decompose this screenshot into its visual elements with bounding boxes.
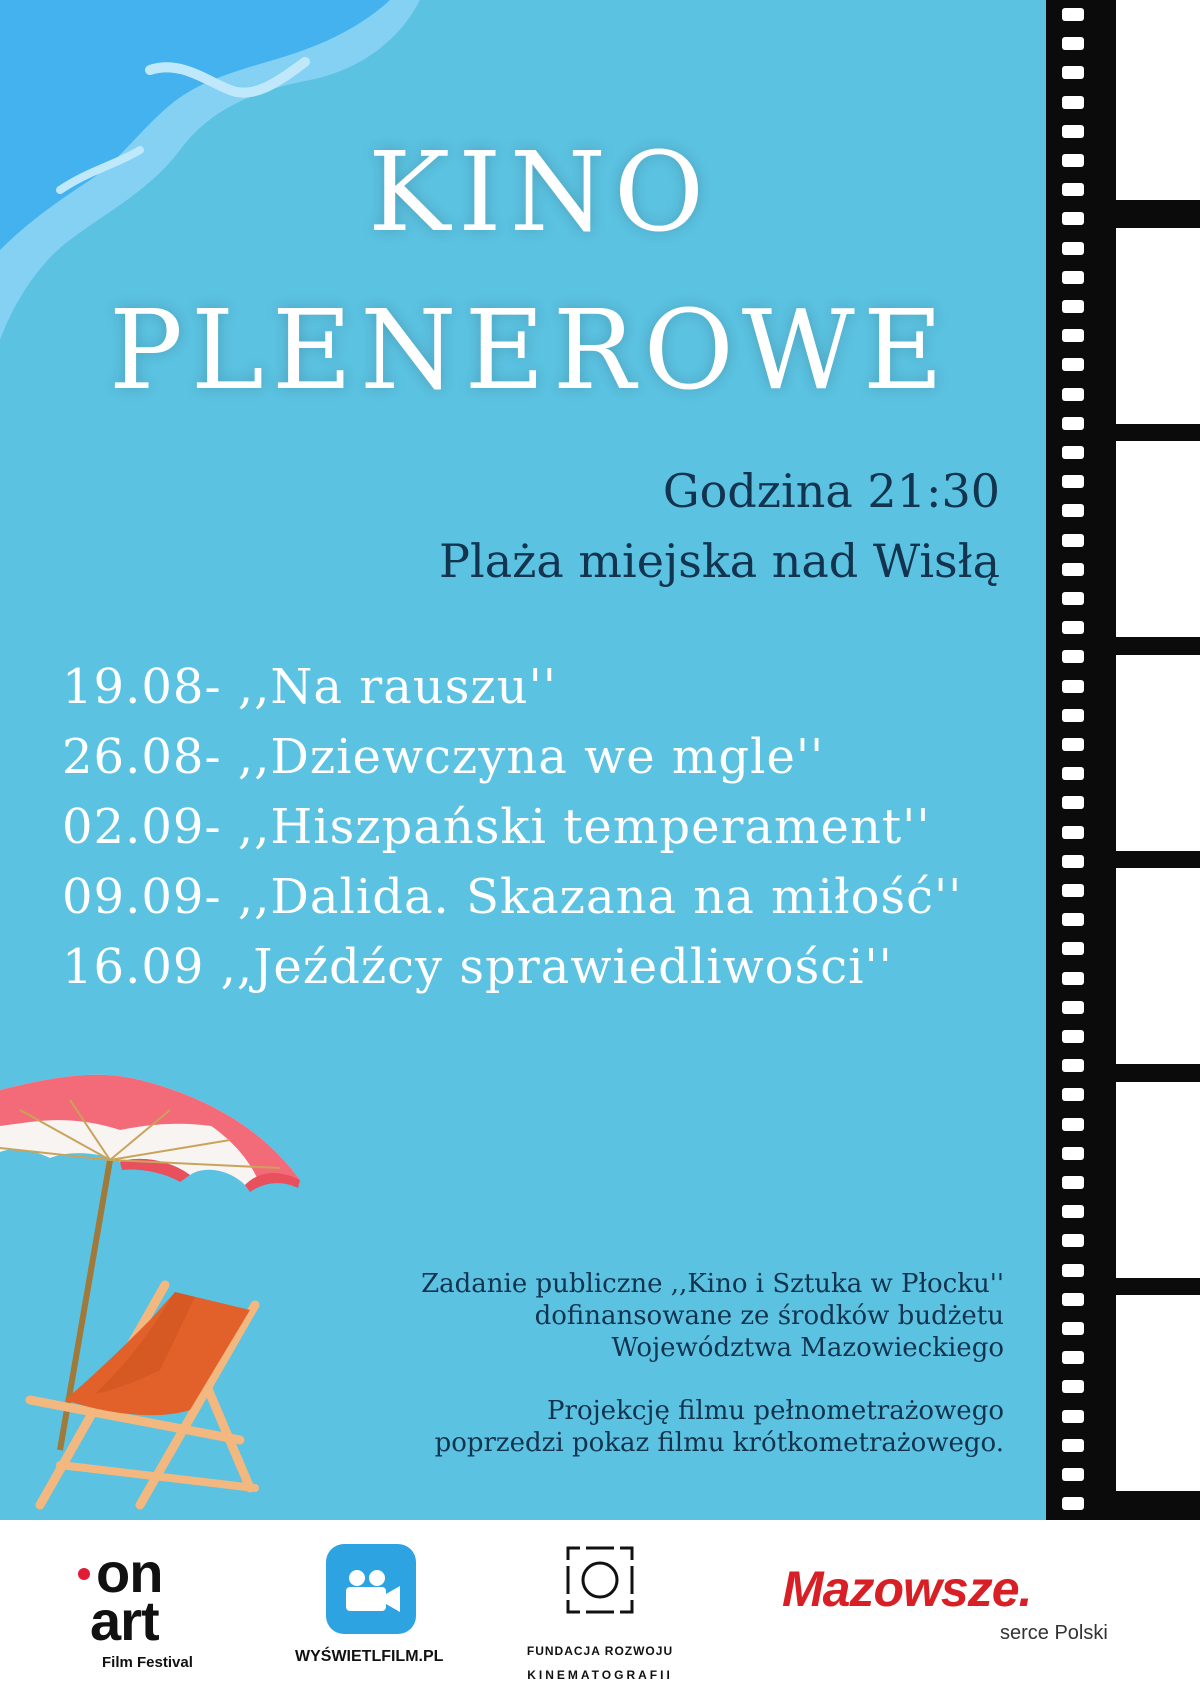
film-perforation [1062,796,1084,809]
funding-note [421,1268,1004,1364]
film-perforation [1062,942,1084,955]
film-perforation [1062,1410,1084,1423]
film-frame [1116,868,1200,1064]
film-frame [1116,0,1200,200]
film-perforation [1062,1351,1084,1364]
onart-logo-word-2: art [90,1589,159,1652]
mazowsze-wordmark: Mazowsze. [782,1561,1032,1617]
film-perforation [1062,767,1084,780]
film-perforation [1062,621,1084,634]
film-perforation [1062,1234,1084,1247]
funding-note-line: Zadanie publiczne ,,Kino i Sztuka w Płocku'' [421,1269,1004,1299]
film-perforation [1062,680,1084,693]
film-perforation [1062,358,1084,371]
schedule-item: 02.09- ,,Hiszpański temperament'' [62,799,931,855]
film-perforation [1062,417,1084,430]
beach-scene [0,1070,330,1520]
mazowsze-tagline: serce Polski [1000,1622,1108,1644]
film-frame [1116,441,1200,637]
funding-note-line: dofinansowane ze środków budżetu [534,1301,1004,1331]
film-perforation [1062,1176,1084,1189]
film-perforation [1062,1205,1084,1218]
film-perforation [1062,66,1084,79]
film-perforation [1062,1380,1084,1393]
film-frame [1116,1082,1200,1278]
onart-logo-word-1: on [96,1541,163,1604]
film-perforation [1062,913,1084,926]
film-perforation [1062,1497,1084,1510]
film-perforation [1062,884,1084,897]
onart-dot-icon [78,1568,90,1580]
film-perforation [1062,826,1084,839]
film-frame [1116,655,1200,851]
wyswietlfilm-logo [290,1544,480,1684]
film-perforation [1062,37,1084,50]
film-perforation [1062,534,1084,547]
schedule-item: 19.08- ,,Na rauszu'' [62,659,557,715]
film-perforation [1062,96,1084,109]
schedule-item: 16.09 ,,Jeźdźcy sprawiedliwości'' [62,939,893,995]
fundacja-line-1: FUNDACJA ROZWOJU [526,1644,674,1658]
film-perforation [1062,1059,1084,1072]
title-line-2: PLENEROWE [108,286,952,414]
film-perforation [1062,475,1084,488]
wyswietlfilm-label: WYŚWIETLFILM.PL [295,1648,444,1665]
film-frame [1116,1295,1200,1491]
event-time: Godzina 21:30 [662,464,1000,518]
film-perforation [1062,1468,1084,1481]
film-perforation [1062,1264,1084,1277]
film-perforation [1062,1001,1084,1014]
funding-note-line: Województwa Mazowieckiego [611,1333,1004,1363]
fundacja-line-2: KINEMATOGRAFII [527,1668,673,1682]
film-perforation [1062,1439,1084,1452]
frame-circle-icon [564,1544,636,1616]
title-line-1: KINO [367,128,713,256]
mazowsze-logo [760,1560,1140,1680]
film-perforation [1062,1147,1084,1160]
film-perforation [1062,388,1084,401]
film-perforation [1062,1088,1084,1101]
screening-schedule [62,652,962,1002]
film-perforation [1062,1118,1084,1131]
film-perforation [1062,972,1084,985]
onart-logo-caption: Film Festival [102,1654,193,1671]
film-perforation [1062,1322,1084,1335]
film-perforation [1062,1030,1084,1043]
film-perforation [1062,855,1084,868]
video-camera-icon [326,1544,416,1634]
film-perforation [1062,563,1084,576]
film-perforation [1062,650,1084,663]
film-perforation [1062,592,1084,605]
film-perforation [1062,271,1084,284]
film-perforation [1062,738,1084,751]
film-perforation [1062,1293,1084,1306]
film-perforation [1062,329,1084,342]
event-place: Plaża miejska nad Wisłą [439,534,1000,588]
short-film-note-line: poprzedzi pokaz filmu krótkometrażowego. [434,1428,1004,1458]
film-perforation [1062,709,1084,722]
film-perforation [1062,446,1084,459]
onart-logo [82,1541,212,1678]
schedule-item: 26.08- ,,Dziewczyna we mgle'' [62,729,825,785]
fundacja-logo [520,1544,680,1694]
short-film-note [435,1395,1004,1459]
film-perforation [1062,8,1084,21]
film-frame [1116,228,1200,424]
sponsor-logos [0,1520,1200,1698]
film-perforation [1062,300,1084,313]
deck-chair-icon [30,1285,255,1505]
short-film-note-line: Projekcję filmu pełnometrażowego [547,1396,1004,1426]
schedule-item: 09.09- ,,Dalida. Skazana na miłość'' [62,869,963,925]
film-perforation [1062,504,1084,517]
